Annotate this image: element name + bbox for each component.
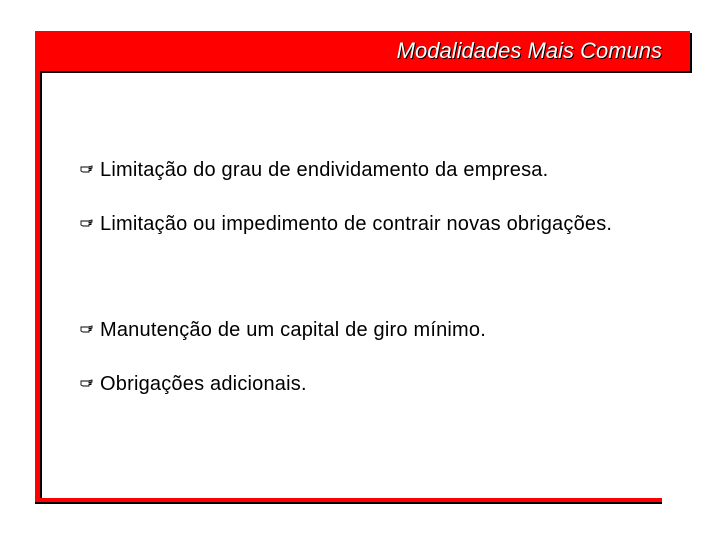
bullet-text: Manutenção de um capital de giro mínimo. bbox=[100, 319, 486, 341]
bullet-text: Limitação ou impedimento de contrair novas obrigações. bbox=[100, 213, 613, 235]
pointing-hand-icon bbox=[80, 162, 94, 176]
pointing-hand-icon bbox=[80, 322, 94, 336]
title-bar bbox=[35, 31, 690, 71]
bottom-accent-bar bbox=[35, 498, 662, 502]
bullet-text: Limitação do grau de endividamento da empresa. bbox=[100, 159, 549, 181]
left-accent-bar bbox=[35, 71, 40, 303]
pointing-hand-icon bbox=[80, 216, 94, 230]
left-accent-bar-lower bbox=[35, 303, 40, 502]
pointing-hand-icon bbox=[80, 376, 94, 390]
bullet-text: Obrigações adicionais. bbox=[100, 373, 307, 395]
slide-title: Modalidades Mais Comuns bbox=[396, 38, 662, 63]
